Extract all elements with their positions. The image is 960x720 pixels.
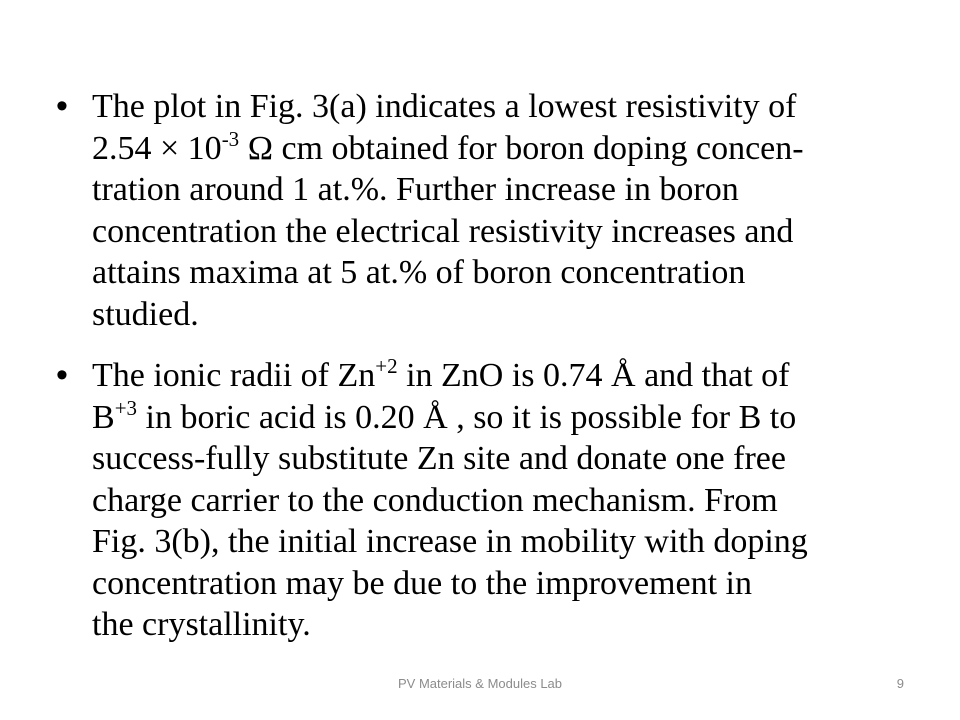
- text-line: charge carrier to the conduction mechanism. From: [92, 481, 778, 519]
- page-number: 9: [896, 676, 904, 691]
- text-segment: in boric acid is 0.20 Å , so it is possible for B to: [137, 398, 797, 436]
- text-line: [92, 355, 916, 397]
- text-line: concentration the electrical resistivity increases and: [92, 212, 794, 250]
- superscript: -3: [221, 126, 240, 151]
- bullet-item: [56, 355, 916, 646]
- bullet-icon: •: [56, 87, 68, 125]
- text-line: the crystallinity.: [92, 606, 311, 643]
- text-line: tration around 1 at.%. Further increase in boron: [92, 171, 739, 208]
- text-line: attains maxima at 5 at.% of boron concentration: [92, 254, 746, 291]
- footer-title: PV Materials & Modules Lab: [397, 676, 563, 691]
- bullet-item: [56, 86, 916, 335]
- bullet-list: [56, 86, 916, 666]
- text-segment: Ω cm obtained for boron doping concen-: [239, 129, 804, 167]
- text-line: studied.: [92, 295, 199, 333]
- text-line: Fig. 3(b), the initial increase in mobility with doping: [92, 523, 808, 560]
- bullet-icon: •: [56, 356, 68, 394]
- text-line: success-fully substitute Zn site and donate one free: [92, 440, 786, 477]
- text-segment: B: [92, 398, 115, 436]
- text-line: concentration may be due to the improvement in: [92, 564, 752, 602]
- text-segment: in ZnO is 0.74 Å and that of: [397, 357, 790, 394]
- superscript: +3: [114, 395, 138, 420]
- text-segment: 2.54 × 10: [92, 129, 222, 167]
- text-line: [92, 128, 916, 170]
- text-line: [92, 397, 916, 439]
- text-segment: The ionic radii of Zn: [92, 357, 376, 394]
- text-line: The plot in Fig. 3(a) indicates a lowest resistivity of: [92, 88, 797, 125]
- superscript: +2: [375, 354, 398, 378]
